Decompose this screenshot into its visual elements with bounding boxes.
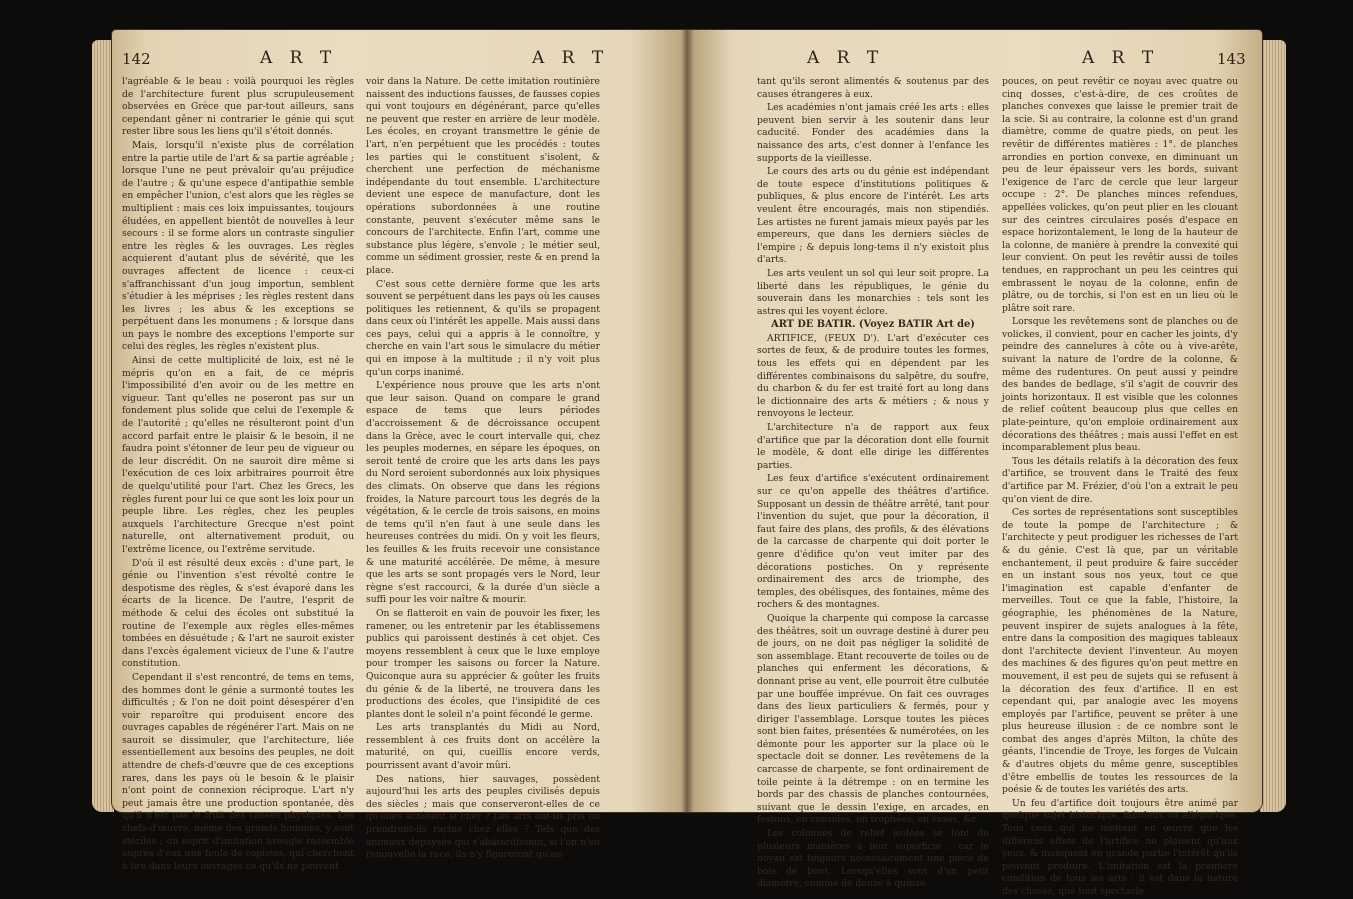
running-head-left-1: A R T bbox=[260, 48, 338, 68]
paragraph: Tous les détails relatifs à la décoration des feux d'artifice, se trouvent dans le Traité des feux d'artifice par M. Frézier, d'où l'on a extrait le peu qu'on vient de dire. bbox=[1002, 455, 1238, 505]
paragraph: Les arts veulent un sol qui leur soit propre. La liberté dans les républiques, le génie du souverain dans les monarchies : tels sont les astres qui les voyent éclore. bbox=[757, 267, 989, 317]
paragraph: Le cours des arts ou du génie est indépendant de toute espece d'institutions politiques & publiques, & plus encore de l'intérêt. Les arts veulent être encouragés, mais non stipendiés. Les artistes ne furent jamais mieux payés par les empereurs, que dans les derniers siècles de l'empire ; & depuis long-tems il n'y existoit plus d'arts. bbox=[757, 166, 989, 266]
right-page bbox=[687, 30, 1262, 897]
running-head-right-2: A R T bbox=[1082, 48, 1160, 68]
paragraph: Lorsque les revêtemens sont de planches ou de volickes, il convient, pour en cacher les joints, d'y peindre des cannelures à côte ou à vive-arête, suivant la nature de l'ordre de la colonne, & même des rudentures. On peut aussi y peindre des bandes de bedlage, s'il s'agit de couvrir des joints horizontaux. Il est visible que les colonnes de relief coûtent beaucoup plus que celles en plate-peinture, qu'on emploie ordinairement aux décorations des théâtres ; mais aussi l'effet en est incomparablement plus beau. bbox=[1002, 316, 1238, 454]
left-page-header bbox=[112, 48, 687, 74]
book-edge-right bbox=[1260, 40, 1286, 812]
paragraph: D'où il est résulté deux excès : d'une part, le génie ou l'invention s'est révolté contre le despotisme des règles, & s'est évaporé dans les écarts de la licence. De l'autre, l'esprit de méthode & celui des écoles ont substitué la routine de l'exemple aux règles elles-mêmes tombées en désuétude ; & l'art ne sauroit exister dans l'excès également vicieux de l'une & l'autre constitution. bbox=[122, 557, 354, 670]
left-page-column-2 bbox=[366, 76, 600, 861]
paragraph: voir dans la Nature. De cette imitation routinière naissent des inductions fausses, de fausses copies qui vont toujours en dégénérant, parce qu'elles ne peuvent que rester en arrière de leur modèle. Les écoles, en croyant transmettre le génie de l'art, n'en perpétuent que les procédés : toutes les parties qui le constituent s'isolent, & cherchent une perfection de méchanisme indépendante du tout ensemble. L'architecture devient une espece de manufacture, dont les opérations subordonnées à une routine constante, peuvent s'exécuter même sans le concours de l'architecte. Enfin l'art, comme une substance plus légère, s'envole ; le métier seul, comme un sédiment grossier, reste & en prend la place. bbox=[366, 76, 600, 276]
right-page-column-2 bbox=[1002, 76, 1238, 897]
paragraph: L'expérience nous prouve que les arts n'ont que leur saison. Quand on compare le grand espace de tems que leurs périodes d'accroissement & de décroissance occupent dans la Grèce, avec le court intervalle qui, chez les peuples modernes, en sépare les époques, on seroit tenté de croire que les arts dans les pays du Nord seroient subordonnés aux loix physiques des climats. On observe que dans les régions froides, la Nature parcourt tous les degrés de la végétation, & le cercle de trois saisons, en moins de tems qu'il n'en faut à une seule dans les heureuses contrées du midi. On y voit les fleurs, les feuilles & les fruits recevoir une consistance & une maturité accélérée. De même, à mesure que les arts se sont propagés vers le Nord, leur règne s'est raccourci, & la durée d'un siècle a suffi pour les voir naître & mourir. bbox=[366, 380, 600, 606]
paragraph: pouces, on peut revêtir ce noyau avec quatre ou cinq dosses, c'est-à-dire, de ces croûtes de planches convexes que laisse le premier trait de la scie. Si au contraire, la colonne est d'un grand diamètre, comme de quatre pieds, on peut les revêtir de différentes matières : 1°. de planches arrondies en portion convexe, en diminuant un peu de leur épaisseur vers les bords, suivant l'exigence de l'arc de cercle que leur largeur occupe : 2°. De planches minces refendues, appellées volickes, qu'on peut plier en les clouant sur des ceintres circulaires posés d'espace en espace horizontalement, le long de la hauteur de la colonne, de manière à prendre la convexité qui leur convient. On peut les revêtir aussi de toiles tendues, en rapprochant un peu les ceintres qui embrassent le noyau de la colonne, enfin de plâtre, ou de torchis, si l'on est en un lieu où le plâtre soit rare. bbox=[1002, 76, 1238, 314]
running-head-right-1: A R T bbox=[807, 48, 885, 68]
page-number-right: 143 bbox=[1217, 50, 1246, 68]
right-page-header bbox=[687, 48, 1262, 74]
paragraph: Quoique la charpente qui compose la carcasse des théâtres, soit un ouvrage destiné à durer peu de jours, on ne doit pas négliger la solidité de son assemblage. Etant recouverte de toiles ou de planches qui enferment les décorations, & donnant prise au vent, elle pourroit être culbutée par une bouffée imprévue. On fait ces ouvrages dans des lieux particuliers & fermés, pour y diriger l'assemblage. Lorsque toutes les pièces sont bien faites, présentées & numérotées, on les démonte pour les apporter sur la place où le spectacle doit se donner. Les revêtemens de la carcasse de charpente, se font ordinairement de toile peinte à la détrempe : on en termine les bords par des chassis de planches contournées, suivant que le dessin l'exige, en arcades, en festons, en consoles, en trophées, en vases, &c. bbox=[757, 612, 989, 826]
paragraph: Un feu d'artifice doit toujours être animé par quelque sujet historique, fabuleux ou allégorique. Tous ceux qui ne mettent en œuvre que les différens effets de l'artifice ne plaisent qu'aux yeux, & manquent en grande partie l'intérêt qu'ils peuvent produire. L'imitation est la première condition de tous les arts : il est dans la nature des choses, que tout spectacle bbox=[1002, 797, 1238, 897]
paragraph: Des nations, hier sauvages, possèdent aujourd'hui les arts des peuples civilisés depuis des siècles ; mais que conserveront-elles de ce qu'elles achètent si cher ? Les arts ont-ils pris ou prendront-ils racine chez elles ? Tels que des animaux dépaysés qui s'abâtardissent, si l'on n'en renouvelle la race, ils n'y figureront qu'au- bbox=[366, 773, 600, 861]
paragraph: C'est sous cette dernière forme que les arts souvent se perpétuent dans les pays où les causes politiques les retiennent, & qu'ils se propagent dans ceux où l'intérêt les appelle. Mais aussi dans ces pays, celui qui a appris à le connoître, y cherche en vain l'art sous le simulacre du métier qui en impose à la multitude ; il n'y voit plus qu'un corps inanimé. bbox=[366, 278, 600, 378]
paragraph: Cependant il s'est rencontré, de tems en tems, des hommes dont le génie a surmonté toutes les difficultés ; & l'on ne doit point désespérer d'en voir reparoître qui produisent encore des ouvrages capables de régénérer l'art. Mais on ne sauroit se dissimuler, que l'architecture, liée essentiellement aux besoins des peuples, ne doit attendre de chefs-d'œuvre que de ces exceptions rares, dans les pays où le besoin & le plaisir n'ont point de connexion réciproque. L'art n'y peut jamais être une production spontanée, dès qu'il n'est pas le fruit des causes physiques. Les chefs-d'œuvre, même des grands hommes, y sont stériles ; un esprit d'imitation aveugle rassemble auprès d'eux une foule de copistes, qui cherchent à lire dans leurs ouvrages ce qu'ils ne peuvent bbox=[122, 671, 354, 872]
book-edge-left bbox=[92, 40, 114, 812]
paragraph: tant qu'ils seront alimentés & soutenus par des causes étrangeres à eux. bbox=[757, 76, 989, 100]
paragraph: Les colonnes de relief isolées se font de plusieurs manières à leur superficie ; car le noyau est toujours nécessairement une pièce de bois de bout. Lorsqu'elles sont d'un petit diamètre, comme de douze à quinze bbox=[757, 828, 989, 890]
paragraph: Mais, lorsqu'il n'existe plus de corrélation entre la partie utile de l'art & sa partie agréable ; lorsque l'une ne peut prévaloir qu'au préjudice de l'autre ; & qu'une espece d'antipathie semble en empêcher l'union, c'est alors que les règles se multiplient : mais ces loix impuissantes, toujours éludées, en appellent bientôt de nouvelles à leur secours : il se forme alors un contraste singulier entre les règles & les ouvrages. Les règles acquierent d'autant plus de sévérité, que les ouvrages affectent de licence : ceux-ci s'affranchissant d'un joug importun, semblent s'étudier à les méprises ; les règles restent dans les livres ; les abus & les exceptions se perpétuent dans les monumens ; & lorsque dans un pays le nombre des exceptions l'emporte sur celui des règles, les règles n'existent plus. bbox=[122, 139, 354, 353]
paragraph: On se flatteroit en vain de pouvoir les fixer, les ramener, ou les entretenir par les établissemens publics qui paroissent destinés à cet objet. Ces moyens ressemblent à ceux que le luxe employe pour tromper les saisons ou forcer la Nature. Quiconque aura su apprécier & goûter les fruits du génie & de la liberté, ne trouvera dans les productions des écoles, que l'insipidité de ces plantes dont le soleil n'a point fécondé le germe. bbox=[366, 607, 600, 720]
open-book bbox=[112, 30, 1262, 897]
paragraph: L'architecture n'a de rapport aux feux d'artifice que par la décoration dont elle fournit le modèle, & dont elle dirige les différentes parties. bbox=[757, 422, 989, 471]
paragraph: l'agréable & le beau : voilà pourquoi les règles de l'architecture furent plus scrupuleusement observées en Grèce que par-tout ailleurs, sans cependant gêner ni contrarier le génie qui sçut rester libre sous les liens qu'il s'étoit donnés. bbox=[122, 76, 354, 138]
running-head-left-2: A R T bbox=[532, 48, 610, 68]
paragraph: Ces sortes de représentations sont susceptibles de toute la pompe de l'architecture ; & l'architecte y peut prodiguer les richesses de l'art & du génie. C'est là que, par un véritable enchantement, il peut produire & faire succéder en un instant sous nos yeux, tout ce que l'imagination est capable d'enfanter de merveilles. Tout ce que la fable, l'histoire, la géographie, les phénomènes de la Nature, peuvent inspirer de sujets analogues à la fête, entre dans la composition des magiques tableaux dont l'architecte devient l'inventeur. Au moyen des machines & des figures qu'on peut mettre en mouvement, il est peu de sujets qui se refusent à la décoration des feux d'artifice. Il en est cependant qui, par analogie avec les moyens employés par l'artifice, peuvent se prêter à une plus heureuse illusion : de ce nombre sont le combat des anges d'après Milton, la chûte des géants, l'incendie de Troye, les forges de Vulcain & d'autres objets du même genre, susceptibles d'être embellis de toutes les ressources de la poésie & de toutes les variétés des arts. bbox=[1002, 507, 1238, 796]
left-page-column-1 bbox=[122, 76, 354, 872]
page-number-left: 142 bbox=[122, 50, 151, 68]
paragraph: Ainsi de cette multiplicité de loix, est né le mépris qu'on en a fait, de ce mépris l'impossibilité d'en avoir ou de les mettre en vigueur. Tant qu'elles ne poseront pas sur un fondement plus solide que celui de l'exemple & de l'autorité ; qu'elles ne résulteront point d'un accord parfait entre le plaisir & le besoin, il ne faudra point s'étonner de leur peu de vigueur ou de leur discrédit. On ne sauroit dire même si l'exécution de ces loix arbitraires pourroit être de quelqu'utilité pour l'art. Chez les Grecs, les règles furent pour lui ce que sont les loix pour un peuple libre. Les règles, chez les peuples auxquels l'architecture Grecque n'est point naturelle, ont alternativement produit, ou l'extrême licence, ou l'extrême servitude. bbox=[122, 355, 354, 555]
paragraph: Les feux d'artifice s'exécutent ordinairement sur ce qu'on appelle des théâtres d'artifice. Supposant un dessin de théâtre arrêté, tant pour l'invention du sujet, que pour la décoration, il faut faire des plans, des profils, & des élévations de la carcasse de charpente qui doit porter le genre d'édifice qu'on veut imiter par des décorations postiches. On y représente ordinairement des arcs de triomphe, des temples, des obélisques, des fontaines, même des rochers & des montagnes. bbox=[757, 473, 989, 611]
entry-heading: ART DE BATIR. (Voyez BATIR Art de) bbox=[771, 319, 975, 331]
left-page bbox=[112, 30, 687, 872]
paragraph: ARTIFICE, (FEUX D'). L'art d'exécuter ces sortes de feux, & de produire toutes les formes, tous les effets qui en dépendent par les différentes combinaisons du salpêtre, du soufre, du charbon & du fer est traité fort au long dans le dictionnaire des arts & métiers ; & nous y renvoyons le lecteur. bbox=[757, 332, 989, 420]
right-page-column-1 bbox=[757, 76, 989, 890]
paragraph: Les académies n'ont jamais créé les arts : elles peuvent bien servir à les soutenir dans leur caducité. Fonder des académies dans la naissance des arts, c'est donner à l'enfance les supports de la vieillesse. bbox=[757, 102, 989, 164]
paragraph: Les arts transplantés du Midi au Nord, ressemblent à ces fruits dont on accélère la maturité, on qui, cueillis encore verds, pourrissent avant d'avoir mûri. bbox=[366, 722, 600, 772]
